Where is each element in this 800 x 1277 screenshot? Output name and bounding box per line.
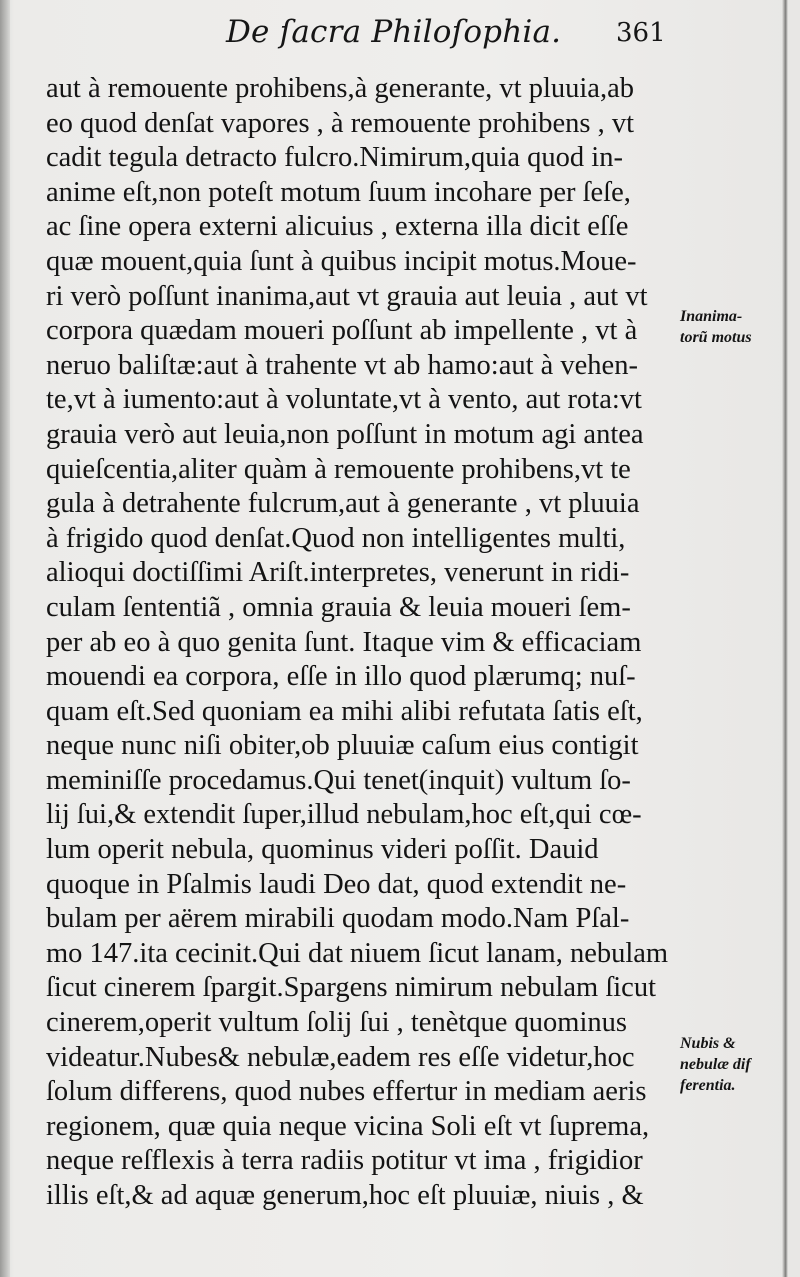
text-line: videatur.Nubes& nebulæ,eadem res eſſe videtur,hoc [46, 1041, 635, 1073]
text-line: quieſcentia,aliter quàm à remouente prohibens,vt te [46, 453, 631, 485]
text-line: regionem, quæ quia neque vicina Soli eſt vt ſuprema, [46, 1110, 650, 1142]
page-edge-shadow [782, 0, 788, 1277]
margin-note-line: nebulæ dif [680, 1056, 751, 1073]
margin-note-line: Nubis & [680, 1035, 736, 1052]
running-header-title: De ſacra Philoſophia. [226, 14, 562, 50]
text-line: neruo baliſtæ:aut à trahente vt ab hamo:aut à vehen- [46, 349, 638, 381]
text-line: quæ mouent,quia ſunt à quibus incipit motus.Moue- [46, 245, 637, 277]
text-line: ſicut cinerem ſpargit.Spargens nimirum nebulam ſicut [46, 972, 656, 1004]
text-line: anime eſt,non poteſt motum ſuum incohare per ſeſe, [46, 176, 631, 208]
text-line: per ab eo à quo genita ſunt. Itaque vim & efficaciam [46, 626, 642, 658]
text-line: mouendi ea corpora, eſſe in illo quod plærumq; nuſ- [46, 661, 636, 693]
text-line: quoque in Pſalmis laudi Deo dat, quod extendit ne- [46, 868, 627, 900]
text-line: aut à remouente prohibens,à generante, vt pluuia,ab [46, 73, 634, 104]
text-line: bulam per aërem mirabili quodam modo.Nam Pſal- [46, 903, 630, 935]
margin-note-inanimatorum-motus [680, 306, 752, 348]
text-line: lum operit nebula, quominus videri poſſit. Dauid [46, 834, 599, 866]
text-line: alioqui doctiſſimi Ariſt.interpretes, venerunt in ridi- [46, 557, 630, 589]
text-line: meminiſſe procedamus.Qui tenet(inquit) vultum ſo- [46, 764, 631, 796]
text-line: eo quod denſat vapores , à remouente prohibens , vt [46, 107, 635, 139]
text-line: grauia verò aut leuia,non poſſunt in motum agi antea [46, 418, 644, 450]
text-line: cadit tegula detracto fulcro.Nimirum,quia quod in- [46, 142, 623, 174]
text-line: gula à detrahente fulcrum,aut à generante , vt pluuia [46, 488, 640, 520]
text-line: à frigido quod denſat.Quod non intelligentes multi, [46, 522, 626, 554]
text-line: te,vt à iumento:aut à voluntate,vt à vento, aut rota:vt [46, 384, 642, 416]
text-line: ſolum differens, quod nubes effertur in mediam aeris [46, 1076, 647, 1108]
text-line: quam eſt.Sed quoniam ea mihi alibi refutata ſatis eſt, [46, 695, 643, 727]
page-number: 361 [616, 18, 666, 48]
text-line: culam ſententiã , omnia grauia & leuia moueri ſem- [46, 591, 631, 623]
body-text [46, 72, 676, 1214]
text-line: corpora quædam moueri poſſunt ab impellente , vt à [46, 315, 638, 347]
text-line: neque nunc niſi obiter,ob pluuiæ caſum eius contigit [46, 730, 639, 762]
text-line: cinerem,operit vultum ſolij ſui , tenètque quominus [46, 1007, 627, 1039]
text-line: ac ſine opera externi alicuius , externa illa dicit eſſe [46, 211, 629, 243]
margin-note-line: Inanima- [680, 308, 743, 325]
text-line: neque reſflexis à terra radiis potitur vt ima , frigidior [46, 1145, 643, 1177]
text-line: ri verò poſſunt inanima,aut vt grauia aut leuia , aut vt [46, 280, 648, 312]
margin-note-nubis-nebulae [680, 1033, 751, 1096]
text-line: lij ſui,& extendit ſuper,illud nebulam,hoc eſt,qui cœ- [46, 799, 642, 831]
margin-note-line: torũ motus [680, 329, 752, 346]
book-spine-shadow [0, 0, 10, 1277]
text-line: mo 147.ita cecinit.Qui dat niuem ſicut lanam, nebulam [46, 937, 669, 969]
margin-note-line: ferentia. [680, 1077, 736, 1094]
text-line: illis eſt,& ad aquæ generum,hoc eſt pluuiæ, niuis , & [46, 1180, 644, 1211]
